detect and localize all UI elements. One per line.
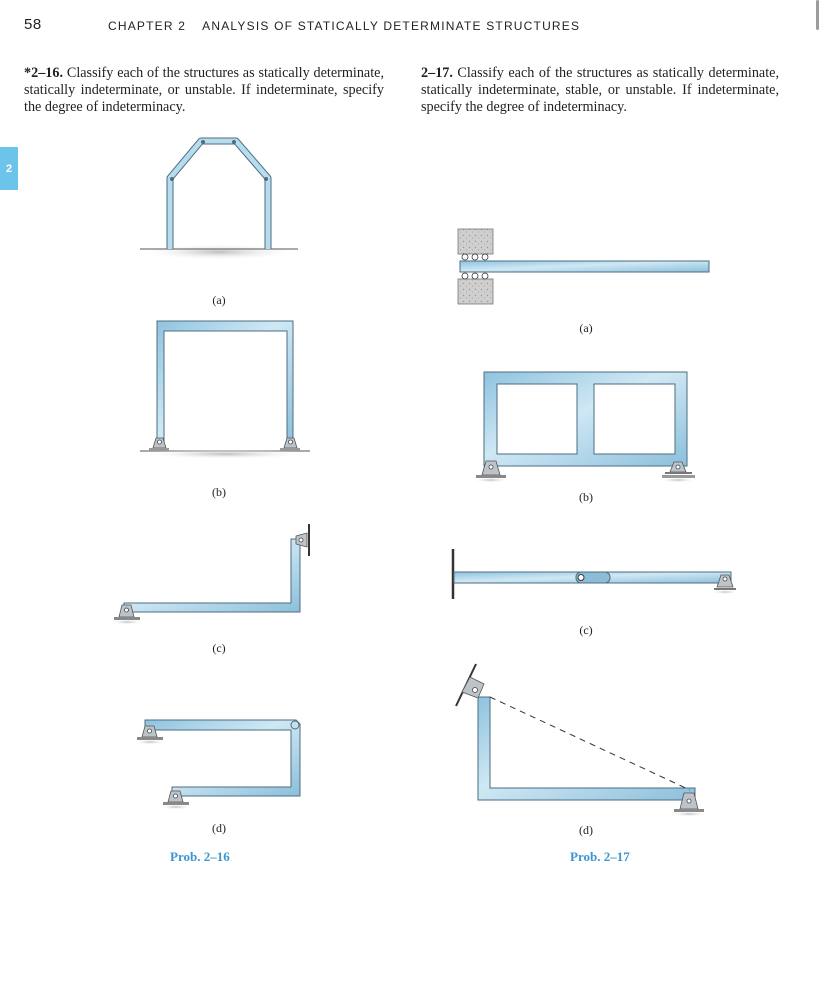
chapter-side-tab[interactable]: 2: [0, 147, 18, 190]
figure-label: (b): [579, 490, 593, 504]
fig-2-16a-frame: [139, 140, 299, 260]
pin-support: [280, 438, 300, 451]
fig-2-17a-beam: [458, 229, 709, 304]
fig-2-17c-hinged-beam: [453, 549, 739, 599]
problem-text: Classify each of the structures as statically determinate, statically indeterminate, or unstable. If indeterminate, specify the degree of indeterminacy.: [24, 65, 385, 115]
fig-2-17b-two-bay-frame: [473, 372, 696, 483]
figure-label: (a): [579, 321, 593, 335]
fig-2-16d-z-frame: [134, 720, 300, 810]
problem-caption: Prob. 2–16: [170, 849, 230, 864]
problem-number: *2–16.: [24, 65, 64, 81]
pin-support: [149, 438, 169, 451]
fig-2-16c-l-frame: [111, 524, 309, 625]
problem-number: 2–17.: [421, 65, 453, 81]
figure-label: (a): [212, 293, 226, 307]
problem-text: Classify each of the structures as statically determinate, statically indeterminate, stable, or unstable. If indeterminate, specify the degree of indeterminacy.: [421, 65, 779, 115]
figure-label: (b): [212, 485, 226, 499]
figure-label: (c): [579, 623, 593, 637]
chapter-title: ANALYSIS OF STATICALLY DETERMINATE STRUCTURES: [202, 19, 581, 33]
figure-label: (d): [212, 821, 226, 835]
page-number: 58: [24, 16, 42, 33]
figure-label: (d): [579, 823, 593, 837]
fig-2-16b-portal-frame: [140, 321, 310, 459]
chapter-label: CHAPTER 2: [108, 19, 187, 33]
fig-2-17d-l-frame: [456, 664, 707, 817]
problem-caption: Prob. 2–17: [570, 849, 630, 864]
figure-label: (c): [212, 641, 226, 655]
